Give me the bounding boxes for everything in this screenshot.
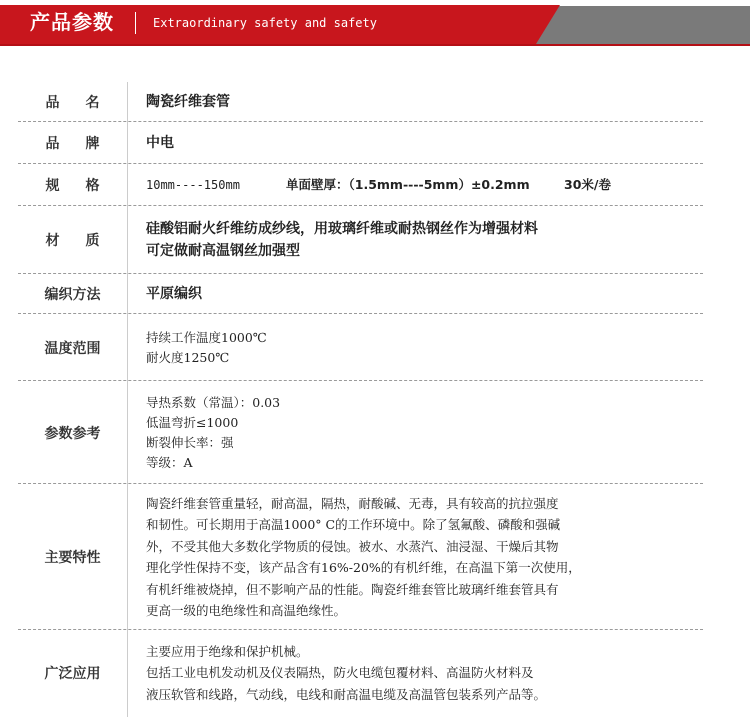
label-char: 规 <box>45 178 60 194</box>
label-char: 品 <box>45 95 60 111</box>
spec-row-weave <box>0 274 750 314</box>
feature-line: 理化学性保持不变，该产品含有16%-20%的有机纤维，在高温下第一次使用， <box>146 560 581 575</box>
feature-line: 陶瓷纤维套管重量轻，耐高温，隔热，耐酸碱、无毒，具有较高的抗拉强度 <box>146 495 559 511</box>
label-char: 名 <box>85 95 100 111</box>
row-label-text <box>46 175 100 195</box>
row-label <box>18 82 127 122</box>
spec-row-material <box>0 206 750 274</box>
row-value <box>146 484 710 630</box>
material-line: 可定做耐高温钢丝加强型 <box>146 243 300 259</box>
product-name: 陶瓷纤维套管 <box>146 94 230 110</box>
row-value <box>146 122 710 164</box>
label-char: 品 <box>45 136 60 152</box>
row-value <box>146 206 710 274</box>
row-label <box>18 122 127 164</box>
parameter-line: 断裂伸长率：强 <box>146 434 234 450</box>
row-label <box>18 206 127 274</box>
spec-length: 30米/卷 <box>564 177 611 192</box>
label-char: 格 <box>85 178 100 194</box>
spec-row-parameters <box>0 381 750 484</box>
feature-line: 外，不受其他大多数化学物质的侵蚀。被水、水蒸汽、油浸湿、干燥后其物 <box>146 538 559 554</box>
header-subtitle: Extraordinary safety and safety <box>153 16 377 30</box>
weave-value: 平原编织 <box>146 286 202 302</box>
spec-row-spec <box>0 164 750 206</box>
application-line: 液压软管和线路，气动线，电线和耐高温电缆及高温管包装系列产品等。 <box>146 686 547 702</box>
row-value <box>146 274 710 314</box>
spec-thickness: 单面壁厚：（1.5mm----5mm）±0.2mm <box>286 177 530 192</box>
feature-line: 更高一级的电绝缘性和高温绝缘性。 <box>146 603 347 618</box>
row-label: 广泛应用 <box>44 666 101 682</box>
row-value <box>146 630 710 716</box>
spec-row-name <box>0 82 750 122</box>
spec-line <box>146 175 710 195</box>
row-label: 编织方法 <box>44 287 101 303</box>
parameter-line: 导热系数（常温）：0.03 <box>146 394 281 410</box>
spec-range: 10mm----150mm <box>146 178 240 192</box>
row-label-text <box>46 92 100 112</box>
label-char: 材 <box>45 233 60 249</box>
brand-value: 中电 <box>146 135 174 151</box>
feature-line: 和韧性。可长期用于高温1000° C的工作环境中。除了氢氟酸、磷酸和强碱 <box>146 517 561 532</box>
parameter-line: 等级：A <box>146 454 193 470</box>
row-value <box>146 381 710 484</box>
parameter-line: 低温弯折≤1000 <box>146 414 239 430</box>
feature-line: 有机纤维被烧掉，但不影响产品的性能。陶瓷纤维套管比玻璃纤维套管具有 <box>146 581 559 597</box>
spec-row-features <box>0 484 750 630</box>
row-label: 参数参考 <box>44 425 101 442</box>
spec-row-brand <box>0 122 750 164</box>
spec-row-applications <box>0 630 750 716</box>
row-value <box>146 82 710 122</box>
row-label-text <box>46 133 100 153</box>
header-title: 产品参数 <box>30 10 114 34</box>
row-label <box>18 164 127 206</box>
application-line: 主要应用于绝缘和保护机械。 <box>146 643 309 659</box>
row-value <box>146 164 710 206</box>
material-line: 硅酸铝耐火纤维纺成纱线，用玻璃纤维或耐热钢丝作为增强材料 <box>146 221 538 237</box>
spec-row-temperature <box>0 314 750 381</box>
temperature-line: 持续工作温度1000℃ <box>146 329 267 345</box>
temperature-line: 耐火度1250℃ <box>146 349 230 365</box>
row-label-text <box>46 230 100 250</box>
row-label: 温度范围 <box>44 340 101 357</box>
application-line: 包括工业电机发动机及仪表隔热，防火电缆包覆材料、高温防火材料及 <box>146 665 534 681</box>
label-char: 质 <box>85 233 100 249</box>
row-label: 主要特性 <box>44 550 101 566</box>
row-value <box>146 314 710 381</box>
label-char: 牌 <box>85 136 100 152</box>
